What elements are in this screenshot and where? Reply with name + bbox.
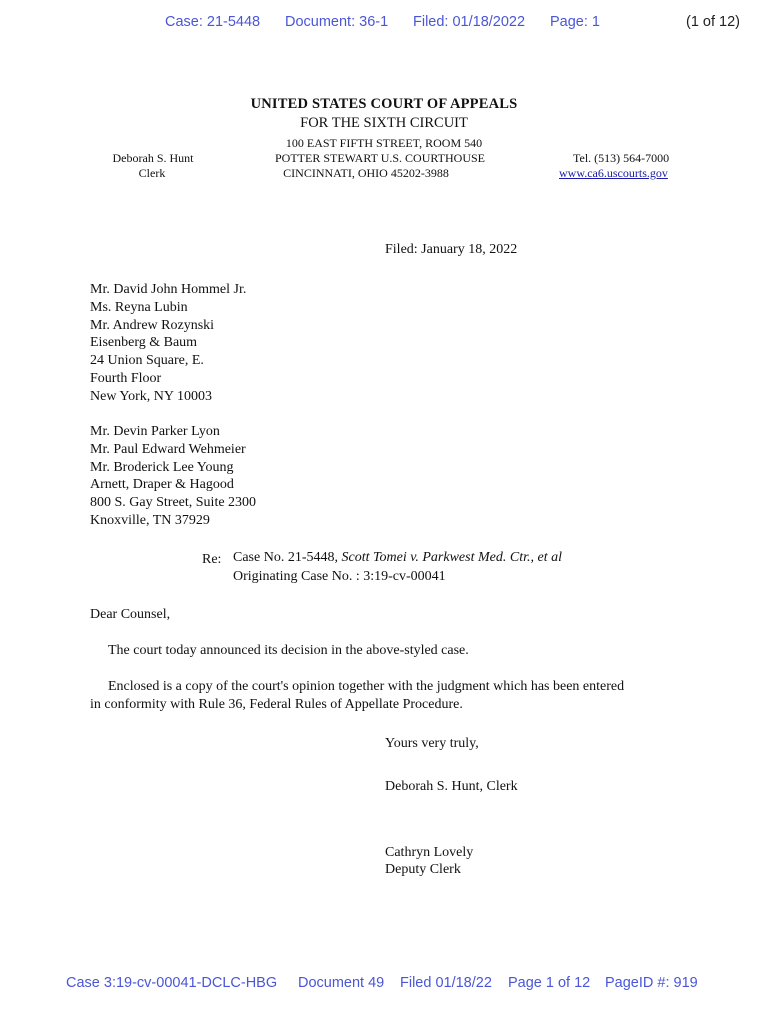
footer-pageid: PageID #: 919 bbox=[605, 975, 698, 991]
court-phone: Tel. (513) 564-7000 bbox=[573, 151, 670, 165]
recipient-block-1 bbox=[90, 281, 246, 406]
re-label: Re: bbox=[202, 552, 222, 567]
originating-case-number: Originating Case No. : 3:19-cv-00041 bbox=[233, 569, 446, 584]
stamp-document: Document: 36-1 bbox=[285, 14, 389, 30]
recipient-line: Mr. Broderick Lee Young bbox=[90, 459, 234, 475]
case-name: Scott Tomei v. Parkwest Med. Ctr., et al bbox=[341, 550, 562, 565]
recipient-line: 800 S. Gay Street, Suite 2300 bbox=[90, 495, 257, 511]
stamp-case: Case: 21-5448 bbox=[165, 14, 261, 30]
footer-page: Page 1 of 12 bbox=[508, 975, 591, 991]
recipient-block-2 bbox=[90, 423, 256, 530]
deputy-name: Cathryn Lovely bbox=[385, 845, 474, 860]
court-title: UNITED STATES COURT OF APPEALS bbox=[250, 96, 518, 112]
case-number: Case No. 21-5448, bbox=[233, 550, 338, 565]
address-line-3: CINCINNATI, OHIO 45202-3988 bbox=[283, 166, 449, 180]
circuit-title: FOR THE SIXTH CIRCUIT bbox=[300, 115, 468, 131]
recipient-line: Ms. Reyna Lubin bbox=[90, 299, 188, 315]
stamp-filed: Filed: 01/18/2022 bbox=[413, 14, 526, 30]
closing: Yours very truly, bbox=[385, 736, 479, 751]
address-line-1: 100 EAST FIFTH STREET, ROOM 540 bbox=[285, 136, 483, 150]
recipient-line: New York, NY 10003 bbox=[90, 388, 212, 404]
recipient-line: Eisenberg & Baum bbox=[90, 335, 198, 351]
stamp-page: Page: 1 bbox=[550, 14, 600, 30]
salutation: Dear Counsel, bbox=[90, 607, 171, 622]
clerk-title: Clerk bbox=[138, 166, 166, 180]
recipient-line: Mr. Paul Edward Wehmeier bbox=[90, 441, 246, 457]
recipient-line: Mr. Devin Parker Lyon bbox=[90, 424, 220, 439]
recipient-line: Mr. Andrew Rozynski bbox=[90, 317, 215, 333]
paragraph-2-line-1: Enclosed is a copy of the court's opinion together with the judgment which has been entered bbox=[108, 679, 625, 694]
recipient-line: Arnett, Draper & Hagood bbox=[90, 477, 234, 493]
stamp-page-count: (1 of 12) bbox=[686, 14, 740, 30]
recipient-line: Fourth Floor bbox=[90, 370, 162, 386]
re-case-line bbox=[233, 550, 562, 566]
deputy-title: Deputy Clerk bbox=[385, 862, 461, 877]
clerk-name: Deborah S. Hunt bbox=[112, 151, 194, 165]
recipient-line: Mr. David John Hommel Jr. bbox=[90, 282, 247, 297]
signer: Deborah S. Hunt, Clerk bbox=[385, 779, 518, 794]
recipient-line: Knoxville, TN 37929 bbox=[90, 512, 210, 528]
paragraph-1: The court today announced its decision in the above-styled case. bbox=[108, 643, 469, 658]
recipient-line: 24 Union Square, E. bbox=[90, 353, 204, 369]
footer-case: Case 3:19-cv-00041-DCLC-HBG bbox=[66, 975, 278, 991]
footer-filed: Filed 01/18/22 bbox=[400, 975, 492, 991]
footer-document: Document 49 bbox=[298, 975, 385, 991]
court-website-link[interactable]: www.ca6.uscourts.gov bbox=[559, 166, 668, 180]
address-line-2: POTTER STEWART U.S. COURTHOUSE bbox=[274, 151, 486, 165]
filed-date: Filed: January 18, 2022 bbox=[385, 242, 518, 257]
paragraph-2-line-2: in conformity with Rule 36, Federal Rules of Appellate Procedure. bbox=[90, 697, 463, 712]
